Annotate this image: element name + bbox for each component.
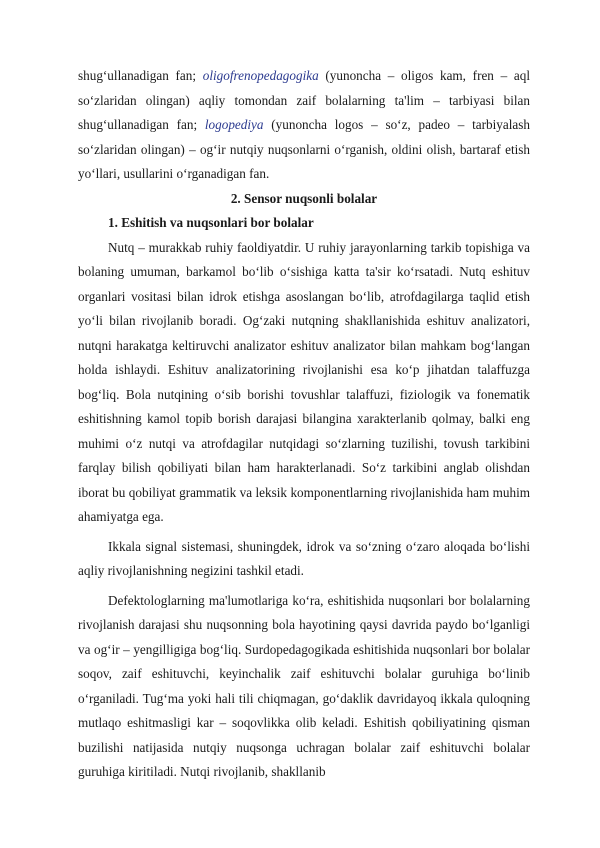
intro-paragraph [78, 64, 530, 187]
document-body [78, 64, 530, 785]
body-paragraph-1: Nutq – murakkab ruhiy faoldiyatdir. U ruhiy jarayonlarning tarkib topishiga va bolaning umuman, barkamol bo‘lib o‘sishiga katta ta'sir ko‘rsatadi. Nutq eshituv organlari vositasi bilan idrok etishga asoslangan bo‘lib, atrofdagilarga taqlid etish yo‘li bilan rivojlanib boradi. Og‘zaki nutqning shakllanishida eshituv analizatori, nutqni harakatga keltiruvchi analizator eshituv analizator bilan mahkam bog‘langan holda ishlaydi. Eshituv analizatorining rivojlanishi esa ko‘p jihatdan talaffuzga bog‘liq. Bola nutqining o‘sib borishi tovushlar talaffuzi, fiziologik va fonematik eshitishning kamol topib borish darajasi bilangina xarakterlanib qolmay, balki eng muhimi o‘z nutqi va atrofdagilar nutqidagi so‘zlarning tuzilishi, tovush tarkibini farqlay bilish qobiliyati bilan ham harakterlanadi. So‘z tarkibini anglab olishdan iborat bu qobiliyat grammatik va leksik komponentlarning rivojlanishida ham muhim ahamiyatga ega. [78, 239, 530, 524]
section-heading: 2. Sensor nuqsonli bolalar [230, 190, 378, 206]
subsection-heading: 1. Eshitish va nuqsonlari bor bolalar [108, 215, 314, 230]
intro-text-end: (yunoncha logos – so‘z, padeo – tarbiyalash so‘zlaridan olingan) – og‘ir nutqiy nuqsonlarni o‘rganish, oldini olish, bartaraf etish yo‘llari, usullarini o‘rganadigan fan. [78, 117, 530, 181]
body-paragraph-3: Defektologlarning ma'lumotlariga ko‘ra, eshitishida nuqsonlari bor bolalarning rivojlanish darajasi shu nuqsonning bola hayotining qaysi davrida paydo bo‘lganligi va og‘ir – yengilligiga bog‘liq. Surdopedagogikada eshitishida nuqsonlari bor bolalar soqov, zaif eshituvchi, keyinchalik zaif eshituvchi bolalar guruhiga bo‘linib o‘rganiladi. Tug‘ma yoki hali tili chiqmagan, go‘daklik davridayoq ikkala quloqning mutlaqo eshitmasligi kar – soqovlikka olib keladi. Eshitish qobiliyatining qisman buzilishi natijasida nutqiy nuqsonga uchragan bolalar zaif eshituvchi bolalar guruhiga kiritiladi. Nutqi rivojlanib, shakllanib [78, 592, 530, 779]
intro-text-start: shug‘ullanadigan fan; [78, 68, 203, 83]
intro-text-middle: (yunoncha – oligos kam, fren – aql so‘zlaridan olingan) aqliy tomondan zaif bolalarning ta'lim – tarbiyasi bilan shug‘ullanadigan fan; [78, 68, 530, 132]
term-oligofrenopedagogika: oligofrenopedagogika [202, 68, 319, 83]
body-paragraph-2: Ikkala signal sistemasi, shuningdek, idrok va so‘zning o‘zaro aloqada bo‘lishi aqliy rivojlanishning negizini tashkil etadi. [78, 538, 530, 578]
term-logopediya: logopediya [204, 117, 264, 132]
